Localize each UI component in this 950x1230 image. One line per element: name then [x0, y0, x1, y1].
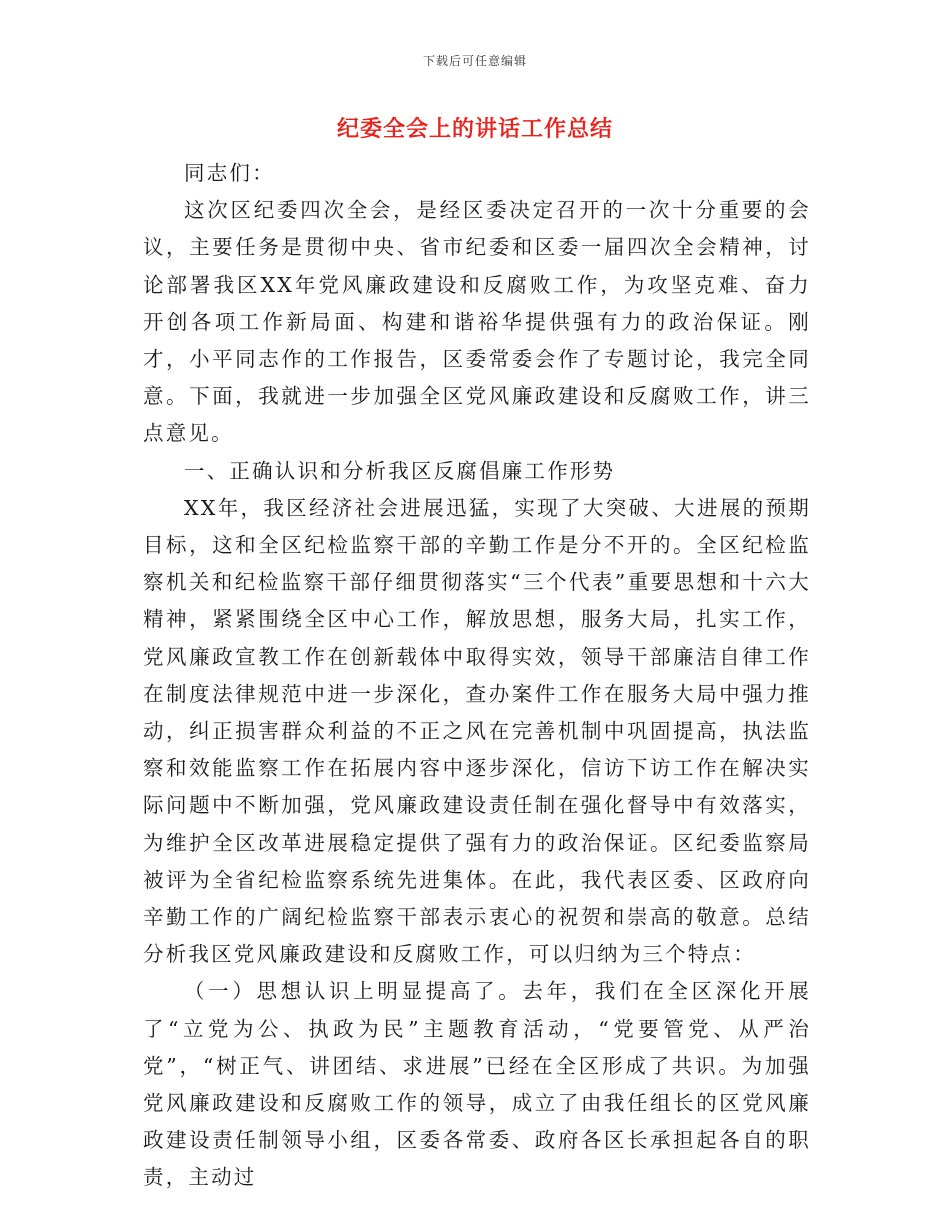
- body-paragraph: XX年，我区经济社会进展迅猛，实现了大突破、大进展的预期目标，这和全区纪检监察干部的辛勤工作是分不开的。全区纪检监察机关和纪检监察干部仔细贯彻落实“三个代表”重要思想和十六大精神，紧紧围绕全区中心工作，解放思想，服务大局，扎实工作，党风廉政宣教工作在创新载体中取得实效，领导干部廉洁自律工作在制度法律规范中进一步深化，查办案件工作在服务大局中强力推动，纠正损害群众利益的不正之风在完善机制中巩固提高，执法监察和效能监察工作在拓展内容中逐步深化，信访下访工作在解决实际问题中不断加强，党风廉政建设责任制在强化督导中有效落实，为维护全区改革进展稳定提供了强有力的政治保证。区纪委监察局被评为全省纪检监察系统先进集体。在此，我代表区委、区政府向辛勤工作的广阔纪检监察干部表示衷心的祝贺和崇高的敬意。总结分析我区党风廉政建设和反腐败工作，可以归纳为三个特点：: [143, 495, 811, 967]
- subsection-paragraph: （一）思想认识上明显提高了。去年，我们在全区深化开展了“立党为公、执政为民”主题教育活动，“党要管党、从严治党”，“树正气、讲团结、求进展”已经在全区形成了共识。为加强党风廉政建设和反腐败工作的领导，成立了由我任组长的区党风廉政建设责任制领导小组，区委各常委、政府各区长承担起各自的职责，主动过: [143, 979, 811, 1190]
- intro-paragraph: 这次区纪委四次全会，是经区委决定召开的一次十分重要的会议，主要任务是贯彻中央、省市纪委和区委一届四次全会精神，讨论部署我区XX年党风廉政建设和反腐败工作，为攻坚克难、奋力开创各项工作新局面、构建和谐裕华提供强有力的政治保证。刚才，小平同志作的工作报告，区委常委会作了专题讨论，我完全同意。下面，我就进一步加强全区党风廉政建设和反腐败工作，讲三点意见。: [143, 198, 811, 446]
- section-heading: 一、正确认识和分析我区反腐倡廉工作形势: [184, 458, 616, 483]
- document-title: 纪委全会上的讲话工作总结: [336, 117, 613, 142]
- salutation-paragraph: 同志们：: [184, 161, 275, 185]
- header-note: 下载后可任意编辑: [422, 54, 527, 68]
- document-body: [143, 155, 811, 1197]
